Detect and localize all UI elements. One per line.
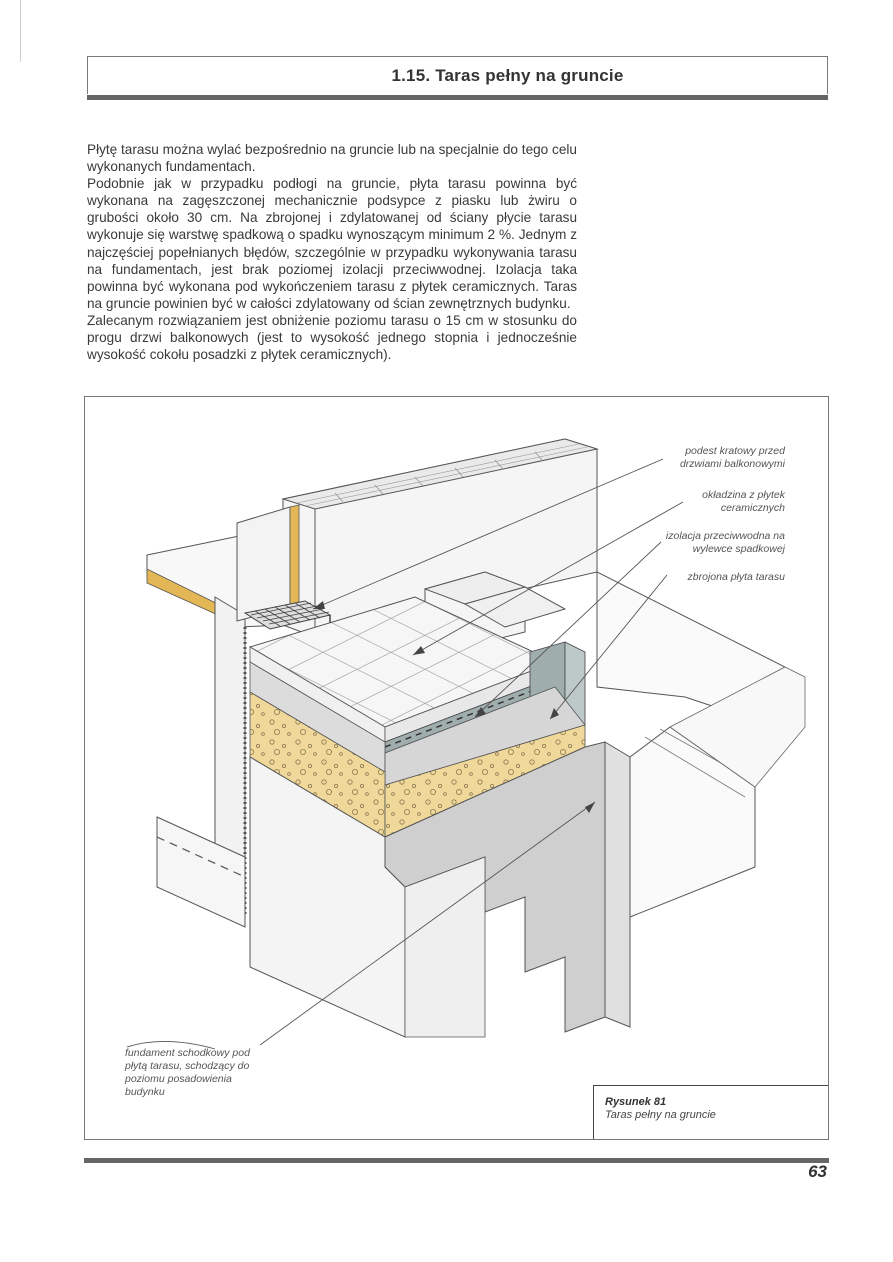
scan-margin-line [20,0,21,62]
title-rule [87,95,828,100]
callout-slab: zbrojona płyta tarasu [687,571,785,583]
callout-grating: podest kratowy przed drzwiami balkonowymi [679,445,785,470]
figure-caption [593,1085,828,1139]
body-text [87,141,577,363]
right-ground [630,667,805,917]
callout-foundation: fundament schodkowy pod płytą tarasu, schodzący do poziomu posadowienia budynku [125,1047,250,1098]
caption-number: Rysunek 81 [605,1096,667,1108]
callout-tiles: okładzina z płytek ceramicznych [702,489,785,514]
page-number: 63 [808,1162,827,1181]
footer-rule [84,1158,829,1163]
figure-terrace-drawing [84,396,829,1140]
caption-text: Taras pełny na gruncie [605,1109,716,1121]
paragraph: Płytę tarasu można wylać bezpośrednio na gruncie lub na specjalnie do tego celu wykonanych fundamentach. [87,142,577,175]
section-title-box [87,56,828,94]
callout-waterproofing: izolacja przeciwwodna na wylewce spadkowej [665,530,785,555]
section-title: 1.15. Taras pełny na gruncie [391,65,624,85]
paragraph: Zalecanym rozwiązaniem jest obniżenie poziomu tarasu o 15 cm w stosunku do progu drzwi balkonowych (jest to wysokość jednego stopnia i jednocześnie wysokość cokołu posadzki z płytek ceramicznych). [87,312,577,363]
paragraph: Podobnie jak w przypadku podłogi na gruncie, płyta tarasu powinna być wykonana na zagęszczonej mechanicznie podsypce z piasku lub żwiru o grubości około 30 cm. Na zbrojonej i zdylatowanej od ściany płycie tarasu wykonuje się warstwę spadkową o spadku wynoszącym minimum 2 %. Jednym z najczęściej popełnianych błędów, szczególnie w przypadku wykonywania tarasu na fundamentach, jest brak poziomej izolacji przeciwwodnej. Izolacja taka powinna być wykonana pod wykończeniem tarasu z płytek ceramicznych. Taras na gruncie powinien być w całości zdylatowany od ścian zewnętrznych budynku. [87,176,577,311]
